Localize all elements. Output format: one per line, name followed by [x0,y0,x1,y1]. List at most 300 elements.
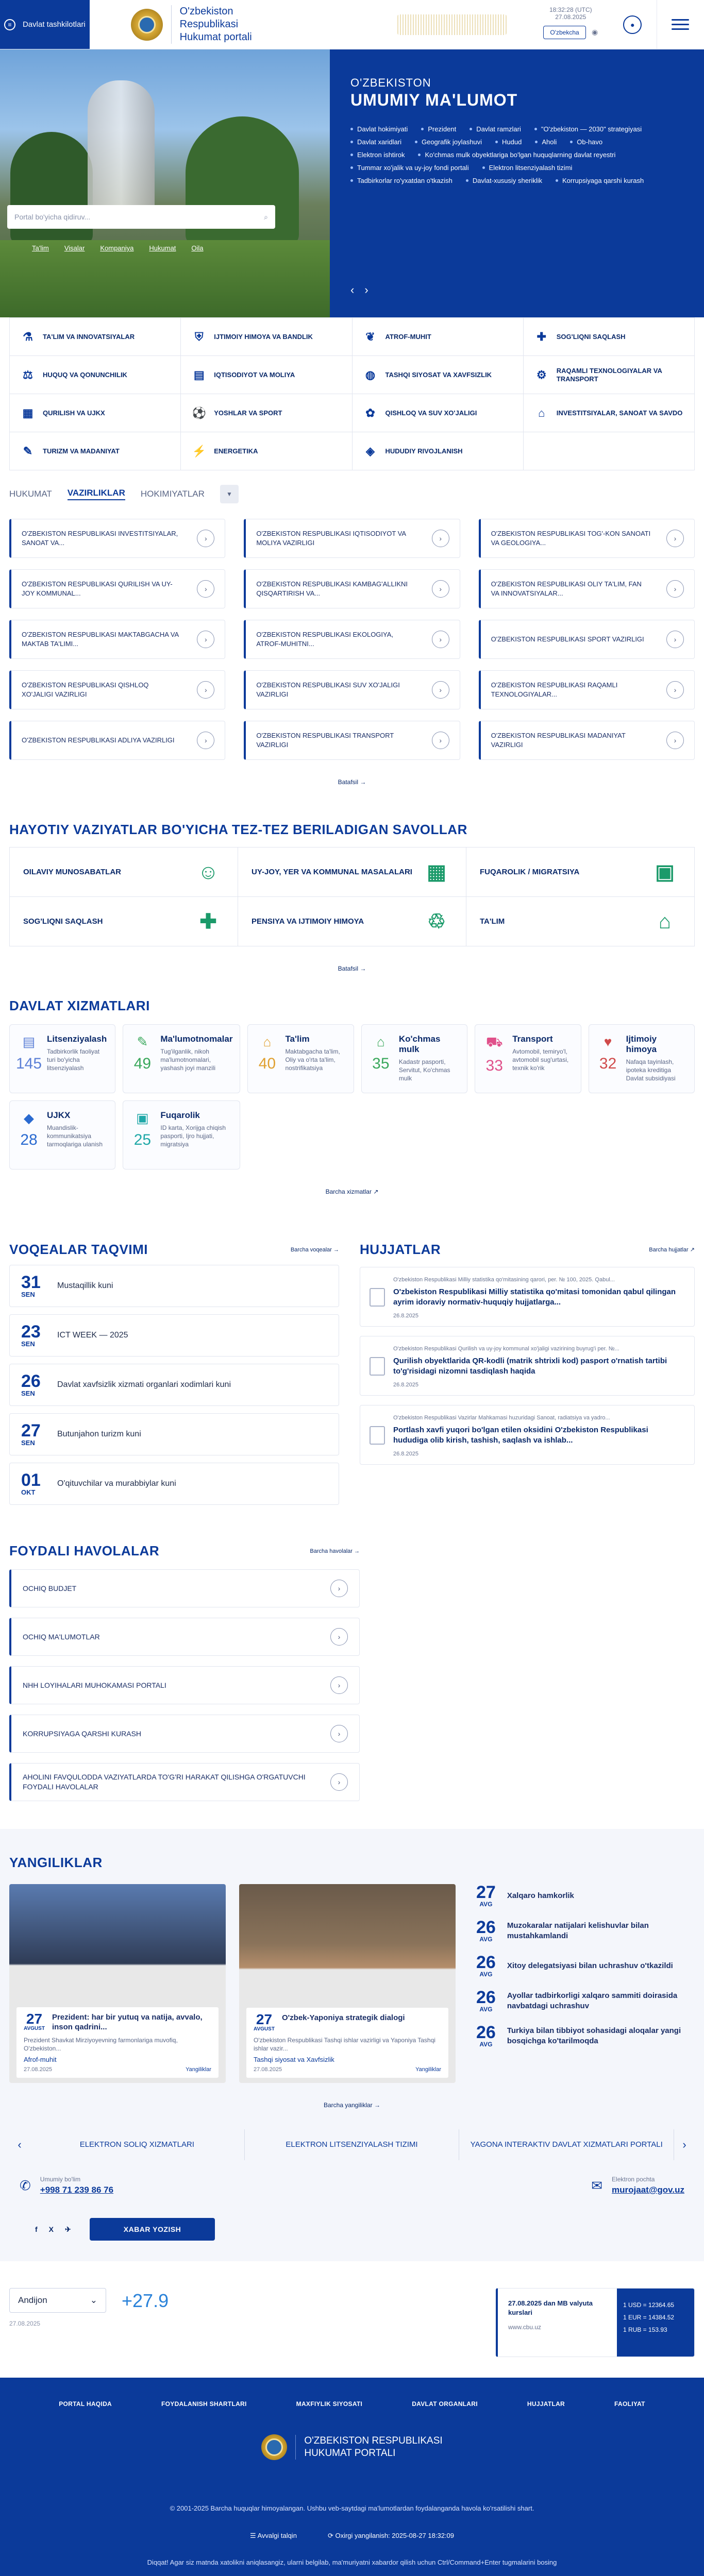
weather-date: 27.08.2025 [9,2320,41,2327]
currency-source-link[interactable]: www.cbu.uz [508,2324,542,2331]
chevron-right-icon: › [330,1676,348,1694]
tab-ministries[interactable]: VAZIRLIKLAR [68,488,125,500]
news-date [476,1954,496,1978]
region-value: Andijon [18,2295,47,2305]
eye-icon[interactable]: ◉ [592,28,598,36]
top-header [0,0,704,49]
useful-link-label: AHOLINI FAVQULODDA VAZIYATLARDA TO'G'RI HARAKAT QILISHGA O'RGATUVCHI FOYDALI HAVOLALAR [23,1773,306,1791]
search-tag[interactable]: Kompaniya [100,244,134,252]
chevron-right-icon: › [197,631,214,648]
hero-link[interactable]: Davlat hokimiyati [350,125,408,133]
datetime-block [532,0,609,49]
facebook-icon[interactable]: f [35,2225,38,2233]
gov-orgs-button[interactable] [0,0,90,49]
ministry-name: O'ZBEKISTON RESPUBLIKASI IQTISODIYOT VA MOLIYA VAZIRLIGI [256,530,406,547]
building-icon: ▦ [22,406,33,419]
category-label: TASHQI SIYOSAT VA XAVFSIZLIK [385,370,492,379]
all-news-label: Barcha yangiliklar [323,2102,373,2109]
map-icon: ◈ [366,444,375,457]
phone-link[interactable]: +998 71 239 86 76 [40,2185,114,2195]
graduation-icon: ⌂ [658,910,672,933]
house-icon: ▦ [427,860,446,884]
portal-title-line3: Hukumat portali [179,31,252,43]
globe-icon: ◍ [365,368,376,381]
news-list-item[interactable] [476,1954,695,1978]
hero-link[interactable]: Tadbirkorlar ro'yxatdan o'tkazish [350,177,452,184]
services-section [9,998,695,1195]
category-item[interactable] [10,356,181,394]
event-item[interactable] [9,1463,339,1505]
hero-link[interactable]: Davlat-xususiy sheriklik [466,177,542,184]
email-label: Elektron pochta [612,2176,655,2183]
useful-link-item[interactable] [9,1569,360,1607]
hero-link[interactable]: Korrupsiyaga qarshi kurash [556,177,644,184]
news-list-item[interactable] [476,1884,695,1908]
ministry-name: O'ZBEKISTON RESPUBLIKASI TRANSPORT VAZIRLIGI [256,732,394,749]
services-more-link[interactable]: Barcha xizmatlar ↗ [325,1188,379,1195]
gov-orgs-label: Davlat tashkilotlari [22,20,86,29]
event-day: 27 [21,1420,41,1440]
documents-section [360,1242,695,1505]
hero-link[interactable]: Hudud [495,138,522,146]
news-category-link[interactable]: Tashqi siyosat va Xavfsizlik [254,2056,334,2063]
previous-version-link[interactable]: ☰ Avvalgi talqin [250,2532,297,2539]
document-icon [370,1288,385,1307]
email-link[interactable]: murojaat@gov.uz [612,2185,684,2195]
chevron-right-icon: › [666,631,684,648]
last-updated-label: Oxirgi yangilanish: 2025-08-27 18:32:09 [335,2532,454,2539]
event-day: 01 [21,1470,41,1490]
news-day: 27 [256,2011,273,2027]
chevron-right-icon: › [432,631,449,648]
ministry-item[interactable] [244,670,460,709]
service-card[interactable] [361,1024,467,1093]
write-message-button[interactable]: XABAR YOZISH [90,2218,215,2241]
hero-link[interactable]: Davlat ramzlari [470,125,521,133]
doctor-icon: ✚ [199,910,217,933]
next-arrow-icon[interactable]: › [364,283,368,296]
category-item[interactable] [10,432,181,470]
faq-label: PENSIYA VA IJTIMOIY HIMOYA [252,917,364,926]
state-emblem-icon [261,2434,287,2460]
category-label: ENERGETIKA [214,447,258,455]
hero-link[interactable]: Elektron litsenziyalash tizimi [482,164,573,172]
faq-item[interactable] [466,897,695,946]
ministry-name: O'ZBEKISTON RESPUBLIKASI SUV XO'JALIGI VAZIRLIGI [256,681,400,698]
slider-item[interactable]: YAGONA INTERAKTIV DAVLAT XIZMATLARI PORTALI [459,2129,674,2160]
chevron-right-icon: › [666,681,684,699]
news-month: AVGUST [254,2026,275,2032]
document-title: Qurilish obyektlarida QR-kodli (matrik shtrixli kod) pasport o'rnatish tartibi to'g'risidagi nizomni tasdiqlash haqida [393,1357,667,1376]
news-day: 27 [26,2011,43,2027]
useful-link-item[interactable] [9,1618,360,1656]
chevron-right-icon: › [432,681,449,699]
faq-item[interactable] [10,848,238,897]
news-month: AVG [479,2041,493,2048]
faq-item[interactable] [10,897,238,946]
news-day: 26 [476,1953,496,1972]
category-item[interactable] [353,394,524,432]
document-source: O'zbekiston Respublikasi Milliy statistika qo'mitasining qarori, per. № 100, 2025. Qabul... [393,1277,615,1283]
portal-title [171,5,252,44]
chevron-right-icon: › [432,580,449,598]
news-list-title: Muzokaralar natijalari kelishuvlar bilan mustahkamlandi [507,1921,649,1940]
footer-nav-link[interactable]: MAXFIYLIK SIYOSATI [296,2400,363,2408]
all-documents-link[interactable]: Barcha hujjatlar ↗ [649,1247,695,1253]
footer-nav-link[interactable]: FAOLIYAT [614,2400,645,2408]
document-item[interactable] [360,1336,695,1396]
portal-title-line1: O'zbekiston [179,6,233,17]
more-label: Batafsil [338,778,358,786]
services-title: DAVLAT XIZMATLARI [9,998,150,1013]
telegram-icon[interactable]: ✈ [65,2225,71,2233]
footer-title-2: HUKUMAT PORTALI [304,2448,396,2459]
all-links-link[interactable]: Barcha havolalar → [310,1548,360,1554]
ministry-item[interactable] [479,721,695,760]
service-count: 32 [599,1055,617,1072]
hero-section [0,49,704,317]
ministry-name: O'ZBEKISTON RESPUBLIKASI MADANIYAT VAZIRLIGI [491,732,626,749]
id-icon: ▣ [136,1110,149,1126]
rate-eur: 1 EUR = 14384.52 [623,2314,675,2321]
event-month: SEN [21,1290,35,1298]
service-side [17,1110,41,1160]
event-day: 31 [21,1272,41,1292]
service-desc: Muandislik-kommunikatsiya tarmoqlariga ulanish [47,1124,103,1148]
ministry-item[interactable] [9,569,225,608]
news-list-item[interactable] [476,2024,695,2048]
service-card[interactable] [123,1024,240,1093]
service-card[interactable] [589,1024,695,1093]
tab-government[interactable]: HUKUMAT [9,489,52,499]
news-card[interactable] [239,1884,456,2083]
footer-nav-link[interactable]: DAVLAT ORGANLARI [412,2400,478,2408]
user-button[interactable] [609,0,656,49]
event-month: SEN [21,1340,35,1348]
category-item[interactable] [10,394,181,432]
event-title: O'qituvchilar va murabbiylar kuni [57,1479,176,1488]
region-select[interactable] [9,2288,106,2313]
document-title: Portlash xavfi yuqori bo'lgan etilen oksidini O'zbekiston Respublikasi hududiga olib kirish, tashish, saqlash va ishlab... [393,1426,648,1445]
service-desc: Avtomobil, temiryo'l, avtomobil sug'urtasi, texnik ko'rik [512,1048,569,1072]
news-month: AVG [479,1901,493,1908]
faq-label: FUQAROLIK / MIGRATSIYA [480,867,580,876]
footer-nav-link[interactable]: FOYDALANISH SHARTLARI [161,2400,247,2408]
service-count: 49 [133,1055,152,1072]
news-list-item[interactable] [476,1989,695,2013]
faq-item[interactable] [238,848,466,897]
news-title: YANGILIKLAR [9,1855,103,1870]
rate-rub: 1 RUB = 153.93 [623,2326,667,2333]
service-card[interactable] [247,1024,354,1093]
service-title: Ta'lim [285,1034,310,1044]
all-docs-label: Barcha hujjatlar [649,1247,689,1253]
ministry-item[interactable] [9,721,225,760]
news-list-item[interactable] [476,1919,695,1943]
news-date [24,2012,45,2031]
document-date: 26.8.2025 [393,1382,418,1388]
social-links [9,2218,695,2241]
all-events-link[interactable]: Barcha voqealar → [290,1246,339,1253]
ministry-item[interactable] [479,569,695,608]
event-day: 26 [21,1371,41,1391]
chevron-right-icon: › [330,1725,348,1742]
currency-title: 27.08.2025 dan MB valyuta kurslari [508,2299,593,2316]
faq-label: OILAVIY MUNOSABATLAR [23,867,121,876]
news-date [476,1989,496,2013]
chevron-down-icon[interactable]: ▼ [220,485,239,503]
org-tabs [9,485,695,503]
footer-logo[interactable] [0,2434,704,2460]
category-label: ATROF-MUHIT [385,332,431,341]
useful-link-item[interactable] [9,1763,360,1801]
ministry-item[interactable] [244,569,460,608]
document-item[interactable] [360,1405,695,1465]
hero-link[interactable]: "O'zbekiston — 2030" strategiyasi [534,125,642,133]
category-item[interactable] [181,356,352,394]
news-list-title: Xitoy delegatsiyasi bilan uchrashuv o'tkazildi [507,1961,673,1970]
news-day: 26 [476,2023,496,2042]
service-count: 25 [133,1131,152,1148]
news-date [254,2013,275,2032]
service-count: 145 [15,1055,42,1072]
useful-link-item[interactable] [9,1666,360,1704]
copyright: © 2001-2025 Barcha huquqlar himoyalangan. Ushbu veb-saytdagi ma'lumotlardan foydalanganda havola ko'rsatilishi shart. [170,2504,534,2512]
ministry-item[interactable] [244,519,460,558]
hero-link[interactable]: Prezident [421,125,456,133]
useful-link-label: OCHIQ BUDJET [23,1584,77,1592]
ministry-item[interactable] [479,670,695,709]
temperature: +27.9 [122,2290,169,2311]
news-tag[interactable]: Yangiliklar [186,2066,211,2073]
category-label: QURILISH VA UJKX [43,409,105,417]
news-card[interactable] [9,1884,226,2083]
all-news-link[interactable]: Barcha yangiliklar → [323,2102,381,2109]
news-tag[interactable]: Yangiliklar [415,2066,441,2073]
more-label: Batafsil [338,965,358,972]
category-label: IJTIMOIY HIMOYA VA BANDLIK [214,332,313,341]
search-icon[interactable]: ⌕ [264,212,268,221]
burger-menu-button[interactable] [657,0,704,49]
category-item[interactable] [524,432,695,470]
ministry-name: O'ZBEKISTON RESPUBLIKASI MAKTABGACHA VA MAKTAB TA'LIMI... [22,631,179,648]
language-select[interactable]: O'zbekcha [543,26,585,39]
footer-title-1: O'ZBEKISTON RESPUBLIKASI [304,2435,443,2446]
news-month: AVG [479,1936,493,1943]
news-title: Prezident: har bir yutuq va natija, avvalo, inson qadrini... [52,2013,203,2031]
hero-link[interactable]: Ob-havo [570,138,602,146]
news-day: 26 [476,1918,496,1937]
footer-nav-link[interactable]: PORTAL HAQIDA [59,2400,112,2408]
event-title: Davlat xavfsizlik xizmati organlari xodimlari kuni [57,1380,231,1389]
event-month: OKT [21,1488,36,1496]
useful-links-title: FOYDALI HAVOLALAR [9,1543,160,1558]
service-title: Ma'lumotnomalar [160,1034,233,1044]
search-tag[interactable]: Visalar [64,244,85,252]
phone-contact [20,2176,113,2195]
slider-item[interactable]: ELEKTRON SOLIQ XIZMATLARI [30,2129,245,2160]
search-box[interactable] [7,205,275,229]
category-label: IQTISODIYOT VA MOLIYA [214,370,295,379]
category-item[interactable] [353,318,524,356]
last-updated: ⟳ Oxirgi yangilanish: 2025-08-27 18:32:09 [327,2532,454,2539]
footer-meta [0,2532,704,2540]
ministry-item[interactable] [9,620,225,659]
passport-icon: ▣ [655,860,675,884]
news-month: AVG [479,2006,493,2013]
news-month: AVGUST [24,2026,45,2031]
blank-icon [534,444,549,459]
service-side [255,1034,279,1083]
car-icon: ⛟ [485,1034,503,1049]
ministry-item[interactable] [479,519,695,558]
news-photo [9,1884,226,2083]
service-desc: Kadastr pasporti, Servitut, Ko'chmas mulk [398,1058,450,1082]
category-item[interactable] [10,318,181,356]
footer-nav-link[interactable]: HUJJATLAR [527,2400,565,2408]
category-item[interactable] [181,318,352,356]
license-icon: ▤ [22,1034,36,1049]
current-date: 27.08.2025 [555,13,586,21]
faq-item[interactable] [238,897,466,946]
chevron-right-icon: › [666,732,684,749]
news-pub-date: 27.08.2025 [24,2066,53,2073]
x-twitter-icon[interactable]: X [48,2225,54,2233]
ministry-item[interactable] [244,620,460,659]
rate-usd: 1 USD = 12364.65 [623,2301,675,2309]
category-label: TURIZM VA MADANIYAT [43,447,120,455]
service-card[interactable] [123,1100,240,1170]
previous-version-label: Avvalgi talqin [257,2532,297,2539]
faq-grid [9,847,695,946]
hero-link[interactable]: Geografik joylashuvi [415,138,482,146]
chevron-right-icon: › [197,530,214,547]
event-item[interactable] [9,1364,339,1406]
search-tag[interactable]: Oila [191,244,204,252]
search-tag[interactable]: Hukumat [149,244,176,252]
ministries-more-link[interactable]: Batafsil → [338,778,366,786]
hero-subtitle: O'ZBEKISTON [350,76,431,89]
tab-governorates[interactable]: HOKIMIYATLAR [140,489,205,499]
service-desc: ID karta, Xorijga chiqish pasporti, Ijro hujjati, migratsiya [160,1124,226,1148]
palette-icon: ✎ [23,444,33,457]
ministry-item[interactable] [479,620,695,659]
document-item[interactable] [360,1267,695,1327]
hero-link[interactable]: Elektron ishtirok [350,151,405,159]
hero-link[interactable]: Aholi [535,138,557,146]
category-item[interactable] [524,318,695,356]
service-card[interactable] [9,1100,115,1170]
slider-next-icon[interactable]: › [682,2138,686,2151]
news-month: AVG [479,1971,493,1978]
shield-icon: ⛨ [194,330,204,343]
portal-logo[interactable] [90,0,397,49]
category-item[interactable] [353,432,524,470]
hero-link[interactable]: Tummar xo'jalik va uy-joy fondi portali [350,164,469,172]
more-label: Barcha xizmatlar [325,1188,372,1195]
category-label: HUDUDIY RIVOJLANISH [385,447,463,455]
event-title: ICT WEEK — 2025 [57,1331,128,1340]
prev-arrow-icon[interactable]: ‹ [350,283,355,296]
news-title: O'zbek-Yaponiya strategik dialogi [281,2013,405,2022]
ministry-name: O'ZBEKISTON RESPUBLIKASI TOG'-KON SANOATI VA GEOLOGIYA... [491,530,651,547]
faq-item[interactable] [466,848,695,897]
slider-prev-icon[interactable]: ‹ [18,2138,22,2151]
ministries-grid [9,519,695,760]
service-card[interactable] [475,1024,581,1093]
mail-icon: ✉ [591,2177,603,2193]
search-input[interactable]: Portal bo'yicha qidiruv... [14,213,91,221]
menu-circle-icon: ≡ [4,19,15,30]
ministry-item[interactable] [244,721,460,760]
service-desc: Tug'ilganlik, nikoh ma'lumotnomalari, yashash joyi manzili [160,1048,216,1072]
all-events-label: Barcha voqealar [290,1246,332,1253]
ministry-name: O'ZBEKISTON RESPUBLIKASI SPORT VAZIRLIGI [491,635,644,643]
faq-label: SOG'LIQNI SAQLASH [23,917,103,926]
service-count: 35 [372,1055,390,1072]
service-title: Litsenziyalash [47,1034,107,1044]
faq-label: TA'LIM [480,917,505,926]
news-desc: O'zbekiston Respublikasi Tashqi ishlar vazirligi va Yaponiya Tashqi ishlar vazir... [254,2037,435,2052]
event-item[interactable] [9,1413,339,1455]
chip-icon: ⚙ [536,368,547,381]
events-section [9,1242,339,1505]
faq-more-link[interactable]: Batafsil → [338,965,366,972]
slider-item[interactable]: ELEKTRON LITSENZIYALASH TIZIMI [245,2129,460,2160]
currency-rates [617,2289,694,2357]
news-category-link[interactable]: Afrof-muhit [24,2056,57,2063]
service-card[interactable] [9,1024,115,1093]
category-label: INVESTITSIYALAR, SANOAT VA SAVDO [556,409,683,417]
ministry-item[interactable] [9,519,225,558]
event-item[interactable] [9,1314,339,1357]
chevron-down-icon: ⌄ [90,2295,97,2305]
document-source: O'zbekiston Respublikasi Vazirlar Mahkamasi huzuridagi Sanoat, radiatsiya va yadro... [393,1415,610,1421]
leaf-icon: ❦ [365,330,375,343]
ministry-item[interactable] [9,670,225,709]
service-title: Transport [512,1034,553,1044]
category-item[interactable] [353,356,524,394]
category-item[interactable] [181,394,352,432]
category-label: YOSHLAR VA SPORT [214,409,282,417]
services-grid [9,1024,695,1170]
news-list-title: Turkiya bilan tibbiyot sohasidagi aloqalar yangi bosqichga ko'tarilmoqda [507,2026,681,2045]
category-item[interactable] [181,432,352,470]
chevron-right-icon: › [330,1628,348,1646]
service-title: Ko'chmas mulk [398,1034,441,1054]
current-time: 18:32:28 (UTC) [549,6,592,13]
search-tags [32,244,204,252]
hero-link[interactable]: Davlat xaridlari [350,138,401,146]
chevron-right-icon: › [330,1580,348,1597]
hero-link[interactable]: Ko'chmas mulk obyektlariga bo'lgan huquqlarning davlat reyestri [418,151,615,159]
ministry-name: O'ZBEKISTON RESPUBLIKASI RAQAMLI TEXNOLOGIYALAR... [491,681,618,698]
document-icon [370,1357,385,1376]
service-count: 28 [20,1131,38,1148]
news-list-title: Xalqaro hamkorlik [507,1891,574,1900]
event-item[interactable] [9,1265,339,1307]
category-item[interactable] [524,356,695,394]
search-tag[interactable]: Ta'lim [32,244,49,252]
event-title: Butunjahon turizm kuni [57,1430,141,1438]
chevron-right-icon: › [197,681,214,699]
contact-row [9,2176,695,2195]
category-label: QISHLOQ VA SUV XO'JALIGI [385,409,477,417]
event-day: 23 [21,1321,41,1342]
category-item[interactable] [524,394,695,432]
factory-icon: ⌂ [538,406,545,419]
useful-link-item[interactable] [9,1715,360,1753]
